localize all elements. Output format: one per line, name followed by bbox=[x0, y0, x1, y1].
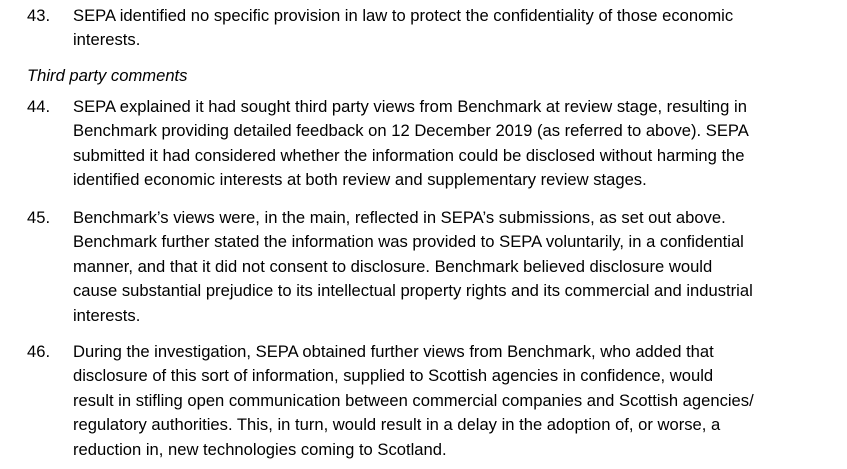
section-subheading: Third party comments bbox=[27, 66, 188, 85]
text-line: interests. bbox=[73, 305, 141, 325]
text-line: result in stifling open communication between commercial companies and Scottish agencies/ bbox=[73, 390, 754, 410]
text-line: submitted it had considered whether the information could be disclosed without harming the bbox=[73, 145, 745, 165]
paragraph-text bbox=[73, 206, 845, 328]
text-line: Benchmark’s views were, in the main, reflected in SEPA’s submissions, as set out above. bbox=[73, 208, 726, 227]
text-line: interests. bbox=[73, 30, 141, 50]
paragraph-number: 44. bbox=[27, 97, 51, 116]
text-line: SEPA explained it had sought third party views from Benchmark at review stage, resulting in bbox=[73, 97, 747, 116]
text-line: Benchmark providing detailed feedback on 12 December 2019 (as referred to above). SEPA bbox=[73, 121, 749, 141]
paragraph-number: 43. bbox=[27, 6, 51, 25]
text-line: Benchmark further stated the information was provided to SEPA voluntarily, in a confidential bbox=[73, 232, 744, 252]
paragraph-text bbox=[73, 4, 845, 53]
paragraph-text bbox=[73, 340, 845, 462]
paragraph-number: 46. bbox=[27, 342, 51, 361]
text-line: reduction in, new technologies coming to Scotland. bbox=[73, 439, 447, 459]
text-line: SEPA identified no specific provision in law to protect the confidentiality of those economic bbox=[73, 6, 734, 25]
text-line: During the investigation, SEPA obtained further views from Benchmark, who added that bbox=[73, 342, 714, 361]
text-line: cause substantial prejudice to its intellectual property rights and its commercial and industrial bbox=[73, 281, 753, 301]
text-line: identified economic interests at both review and supplementary review stages. bbox=[73, 170, 647, 190]
text-line: disclosure of this sort of information, supplied to Scottish agencies in confidence, would bbox=[73, 366, 714, 386]
paragraph-text bbox=[73, 95, 845, 193]
text-line: manner, and that it did not consent to disclosure. Benchmark believed disclosure would bbox=[73, 256, 713, 276]
text-line: regulatory authorities. This, in turn, would result in a delay in the adoption of, or worse, a bbox=[73, 415, 721, 435]
paragraph-number: 45. bbox=[27, 208, 51, 227]
